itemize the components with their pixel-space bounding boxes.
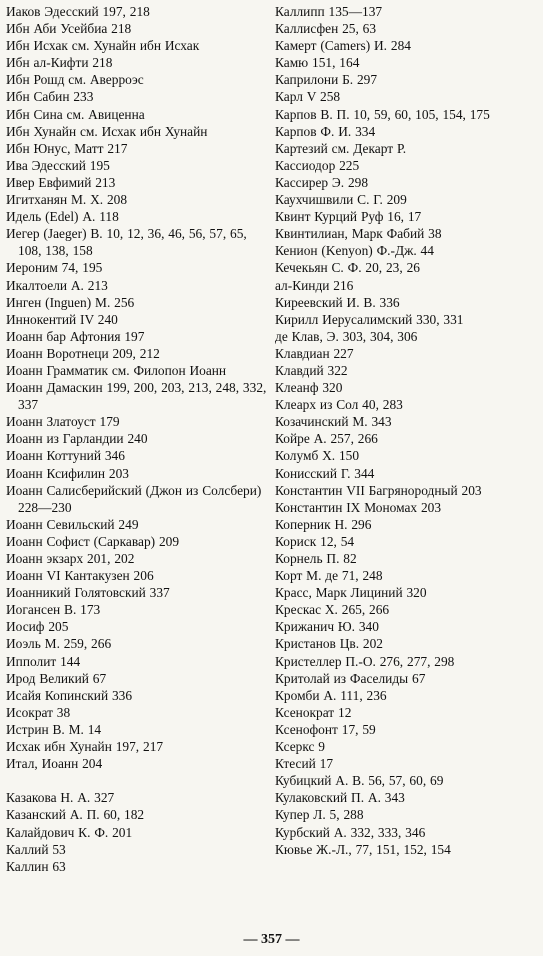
index-entry: Ивер Евфимий 213 — [6, 174, 116, 190]
index-entry: Иоанн Златоуст 179 — [6, 414, 120, 430]
index-entry: Иоанн экзарх 201, 202 — [6, 551, 135, 566]
index-entry: Иероним 74, 195 — [6, 260, 103, 276]
index-entry: Иаков Эдесский 197, 218 — [6, 4, 150, 19]
index-entry: Иосиф 205 — [6, 619, 69, 635]
index-entry: Иегер (Jaeger) В. 10, 12, 36, 46, 56, 57, 65, 108, 138, 158 — [6, 226, 247, 259]
index-entry: Карпов Ф. И. 334 — [275, 123, 376, 139]
index-entry: Калайдович К. Ф. 201 — [6, 824, 133, 840]
index-entry: Клавдий 322 — [275, 362, 348, 378]
page-number: — 357 — — [243, 932, 300, 947]
index-entry: Клеанф 320 — [275, 380, 343, 396]
index-entry: Иогансен В. 173 — [6, 602, 101, 618]
index-entry: Константин VII Багрянородный 203 — [275, 482, 482, 498]
index-entry: Казанский А. П. 60, 182 — [6, 807, 145, 823]
index-entry: Ибн Исхак см. Хунайн ибн Исхак — [6, 38, 200, 54]
index-entry: Ибн Аби Усейбиа 218 — [6, 21, 132, 37]
index-entry: Инген (Inguen) М. 256 — [6, 294, 135, 310]
index-entry: Кристанов Цв. 202 — [275, 636, 384, 652]
index-entry: Иоанн Севильский 249 — [6, 516, 139, 532]
index-entry: Ибн Юнус, Матт 217 — [6, 140, 128, 156]
index-entry: Иоанн Салисберийский (Джон из Солсбери) 228—230 — [6, 482, 262, 515]
index-entry: Критолай из Фаселиды 67 — [275, 670, 426, 686]
index-entry: Ипполит 144 — [6, 653, 81, 669]
index-entry: Кулаковский П. А. 343 — [275, 790, 405, 806]
index-entry: Кювье Ж.-Л., 77, 151, 152, 154 — [275, 841, 451, 857]
index-entry: Кристеллер П.-О. 276, 277, 298 — [275, 653, 455, 669]
index-entry: Квинт Курций Руф 16, 17 — [275, 209, 422, 225]
index-entry: Иоэль М. 259, 266 — [6, 636, 112, 652]
index-entry: Казакова Н. А. 327 — [6, 790, 115, 806]
index-entry: Иоанн из Гарландии 240 — [6, 431, 148, 447]
index-entry: Иоанн Коттуний 346 — [6, 448, 125, 464]
index-entry: Картезий см. Декарт Р. — [275, 140, 407, 156]
index-entry: Крескас Х. 265, 266 — [275, 602, 390, 618]
index-entry: Идель (Edel) А. 118 — [6, 209, 119, 225]
index-entry: Ксеркс 9 — [275, 739, 326, 755]
index-entry: Койре А. 257, 266 — [275, 431, 378, 447]
index-entry: Корнель П. 82 — [275, 551, 357, 566]
index-entry: Каллисфен 25, 63 — [275, 21, 377, 37]
index-entry: Исократ 38 — [6, 704, 71, 720]
index-entry: Кенион (Kenyon) Ф.-Дж. 44 — [275, 243, 434, 259]
index-entry: Кубицкий А. В. 56, 57, 60, 69 — [275, 773, 444, 789]
index-entry: Иннокентий IV 240 — [6, 311, 118, 327]
index-entry: Ибн Рошд см. Аверроэс — [6, 72, 144, 88]
index-entry: Коперник Н. 296 — [275, 516, 372, 532]
index-entry: Крижанич Ю. 340 — [275, 619, 379, 635]
index-entry: Кирилл Иерусалимский 330, 331 — [275, 311, 464, 327]
index-entry: Купер Л. 5, 288 — [275, 807, 364, 823]
index-column-left — [6, 3, 268, 875]
index-entry: Ибн ал-Кифти 218 — [6, 55, 113, 71]
index-entry: Ибн Хунайн см. Исхак ибн Хунайн — [6, 123, 208, 139]
index-entry: Исайя Копинский 336 — [6, 687, 133, 703]
index-entry: Иоанн Грамматик см. Филопон Иоанн — [6, 362, 227, 378]
index-entry: Ксенофонт 17, 59 — [275, 721, 376, 737]
index-entry: Константин IX Мономах 203 — [275, 499, 442, 515]
index-entry: Каллипп 135—137 — [275, 4, 383, 19]
index-column-right — [275, 3, 537, 875]
index-entry: Курбский А. 332, 333, 346 — [275, 824, 426, 840]
index-entry: Кассирер Э. 298 — [275, 174, 369, 190]
index-entry: Иоанн Воротнеци 209, 212 — [6, 345, 160, 361]
index-entry: Иоанникий Голятовский 337 — [6, 585, 170, 601]
index-entry: Кромби А. 111, 236 — [275, 687, 387, 703]
index-entry: Иоанн VI Кантакузен 206 — [6, 568, 154, 584]
index-entry: Ибн Сабин 233 — [6, 89, 94, 105]
index-entry: Икалтоели А. 213 — [6, 277, 108, 293]
index-entry: Каприлони Б. 297 — [275, 72, 378, 88]
index-entry: Ксенократ 12 — [275, 704, 352, 720]
index-entry: Красс, Марк Лициний 320 — [275, 585, 427, 601]
index-entry: Истрин В. М. 14 — [6, 721, 102, 737]
index-entry: Камю 151, 164 — [275, 55, 360, 71]
section-gap — [6, 772, 268, 789]
index-entry: Козачинский М. 343 — [275, 414, 392, 430]
index-entry: Кечекьян С. Ф. 20, 23, 26 — [275, 260, 420, 276]
index-entry: Иоанн бар Афтония 197 — [6, 328, 145, 344]
index-entry: Конисский Г. 344 — [275, 465, 375, 481]
index-columns — [6, 3, 537, 875]
index-entry: Ибн Сина см. Авиценна — [6, 106, 145, 122]
index-entry: Иоанн Дамаскин 199, 200, 203, 213, 248, 332, 337 — [6, 380, 267, 413]
index-entry: Каллин 63 — [6, 858, 66, 874]
index-entry: Колумб Х. 150 — [275, 448, 360, 464]
index-entry: Клеарх из Сол 40, 283 — [275, 397, 403, 413]
index-entry: Карл V 258 — [275, 89, 341, 105]
index-entry: Киреевский И. В. 336 — [275, 294, 400, 310]
index-entry: Карпов В. П. 10, 59, 60, 105, 154, 175 — [275, 106, 490, 122]
index-entry: Иоанн Ксифилин 203 — [6, 465, 129, 481]
index-entry: Квинтилиан, Марк Фабий 38 — [275, 226, 442, 242]
index-entry: Ирод Великий 67 — [6, 670, 107, 686]
index-entry: Итал, Иоанн 204 — [6, 756, 103, 772]
index-entry: Клавдиан 227 — [275, 345, 354, 361]
index-entry: Ктесий 17 — [275, 756, 334, 772]
index-entry: Каллий 53 — [6, 841, 66, 857]
index-entry: Ива Эдесский 195 — [6, 157, 110, 173]
index-entry: Камерт (Camers) И. 284 — [275, 38, 411, 54]
index-entry: Кассиодор 225 — [275, 157, 360, 173]
index-entry: Корт М. де 71, 248 — [275, 568, 383, 584]
index-entry: Каухчишвили С. Г. 209 — [275, 192, 407, 208]
index-entry: Иоанн Софист (Саркавар) 209 — [6, 533, 180, 549]
index-entry: де Клав, Э. 303, 304, 306 — [275, 328, 418, 344]
index-entry: ал-Кинди 216 — [275, 277, 354, 293]
index-entry: Игитханян М. Х. 208 — [6, 192, 128, 208]
index-entry: Исхак ибн Хунайн 197, 217 — [6, 739, 164, 755]
index-entry: Кориск 12, 54 — [275, 533, 355, 549]
